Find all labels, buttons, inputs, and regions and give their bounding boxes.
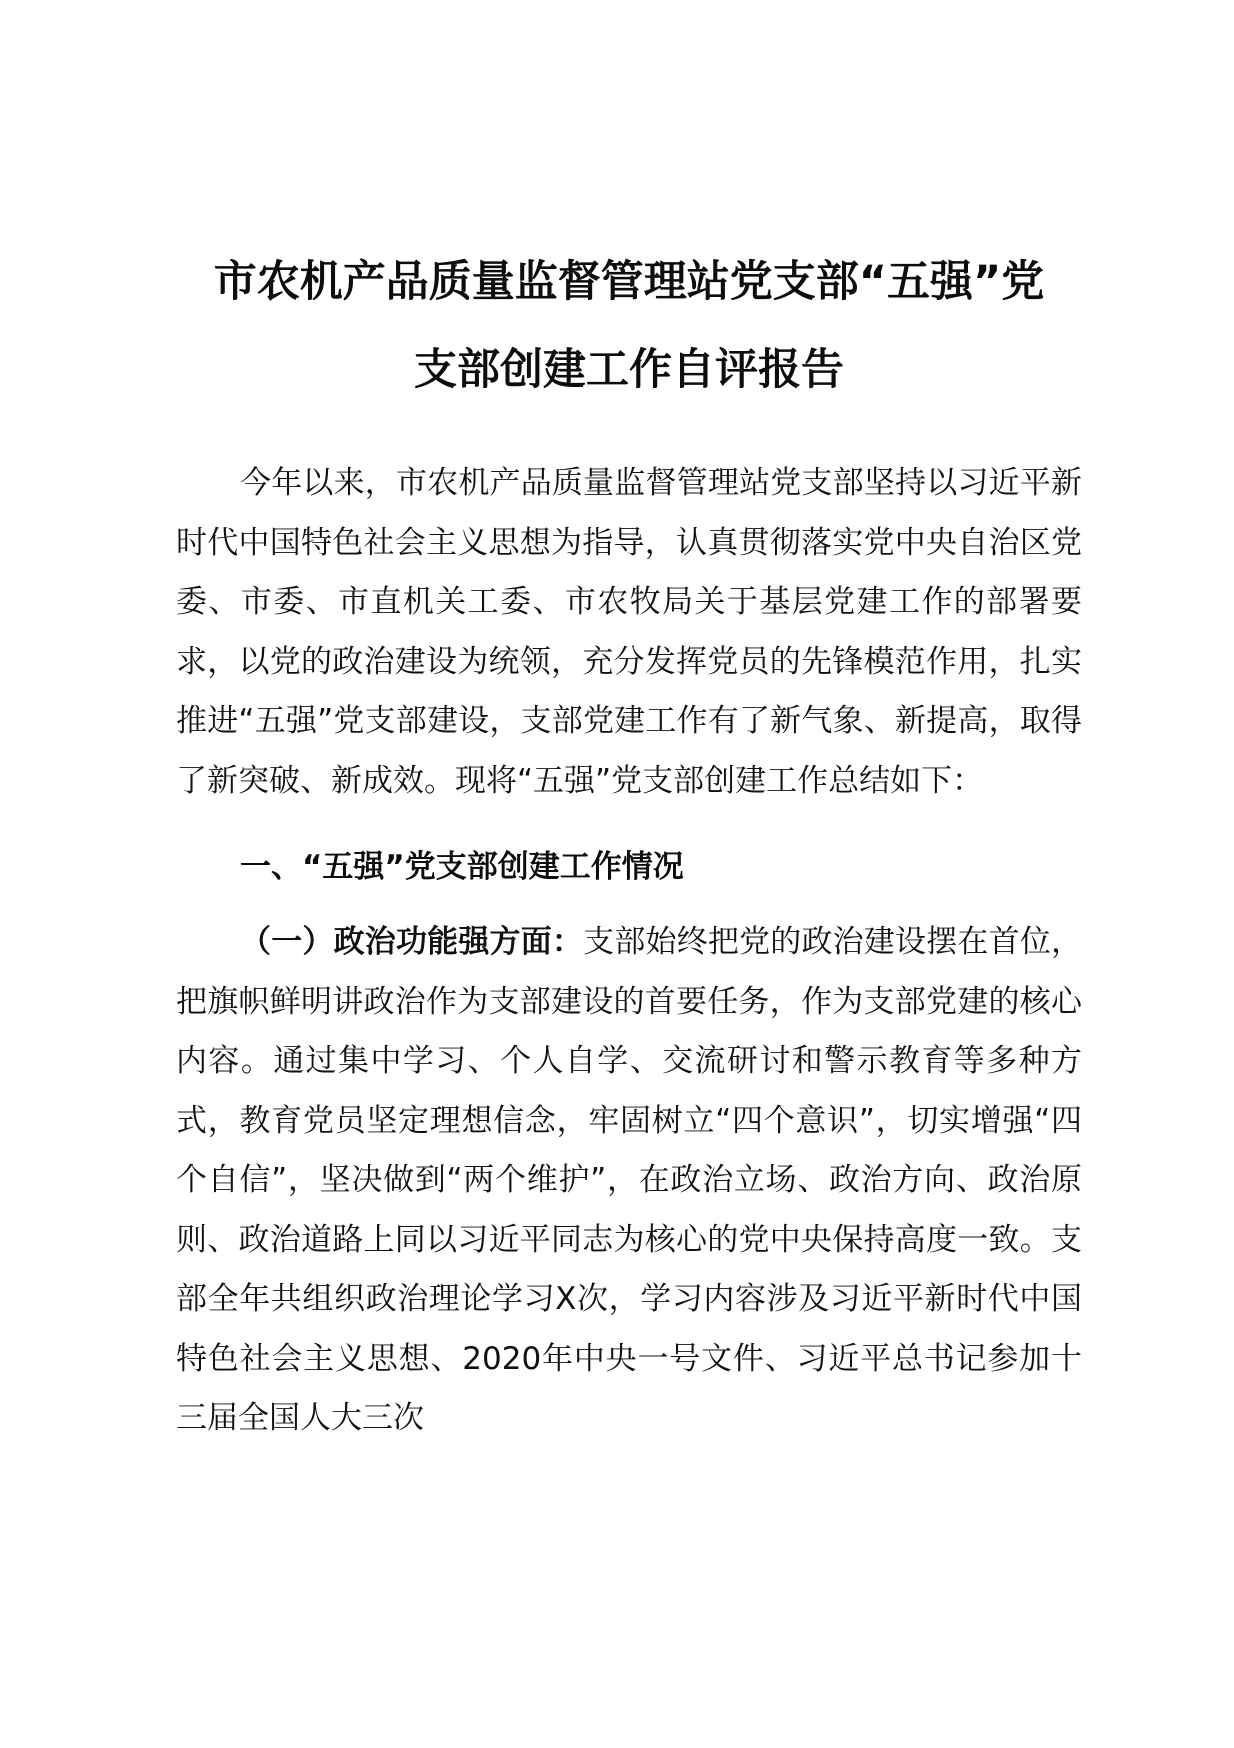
intro-paragraph: 今年以来，市农机产品质量监督管理站党支部坚持以习近平新时代中国特色社会主义思想为指导，认真贯彻落实党中央自治区党委、市委、市直机关工委、市农牧局关于基层党建工作的部署要求，以党的政治建设为统领，充分发挥党员的先锋模范作用，扎实推进“五强”党支部建设，支部党建工作有了新气象、新提高，取得了新突破、新成效。现将“五强”党支部创建工作总结如下：: [176, 465, 1082, 799]
title-line-1: 市农机产品质量监督管理站党支部“五强”党: [213, 257, 1045, 307]
subsection-lead: （一）政治功能强方面：: [240, 924, 584, 960]
document-content: [176, 238, 1082, 1449]
subsection-body: 支部始终把党的政治建设摆在首位，把旗帜鲜明讲政治作为支部建设的首要任务，作为支部党建的核心内容。通过集中学习、个人自学、交流研讨和警示教育等多种方式，教育党员坚定理想信念，牢固树立“四个意识”，切实增强“四个自信”，坚决做到“两个维护”，在政治立场、政治方向、政治原则、政治道路上同以习近平同志为核心的党中央保持高度一致。支部全年共组织政治理论学习X次，学习内容涉及习近平新时代中国特色社会主义思想、2020年中央一号文件、习近平总书记参加十三届全国人大三次: [176, 924, 1083, 1436]
document-title: [176, 238, 1082, 414]
subsection-paragraph-1: [176, 913, 1082, 1449]
title-line-2: 支部创建工作自评报告: [414, 345, 844, 395]
section-heading-1: 一、“五强”党支部创建工作情况: [240, 849, 684, 885]
